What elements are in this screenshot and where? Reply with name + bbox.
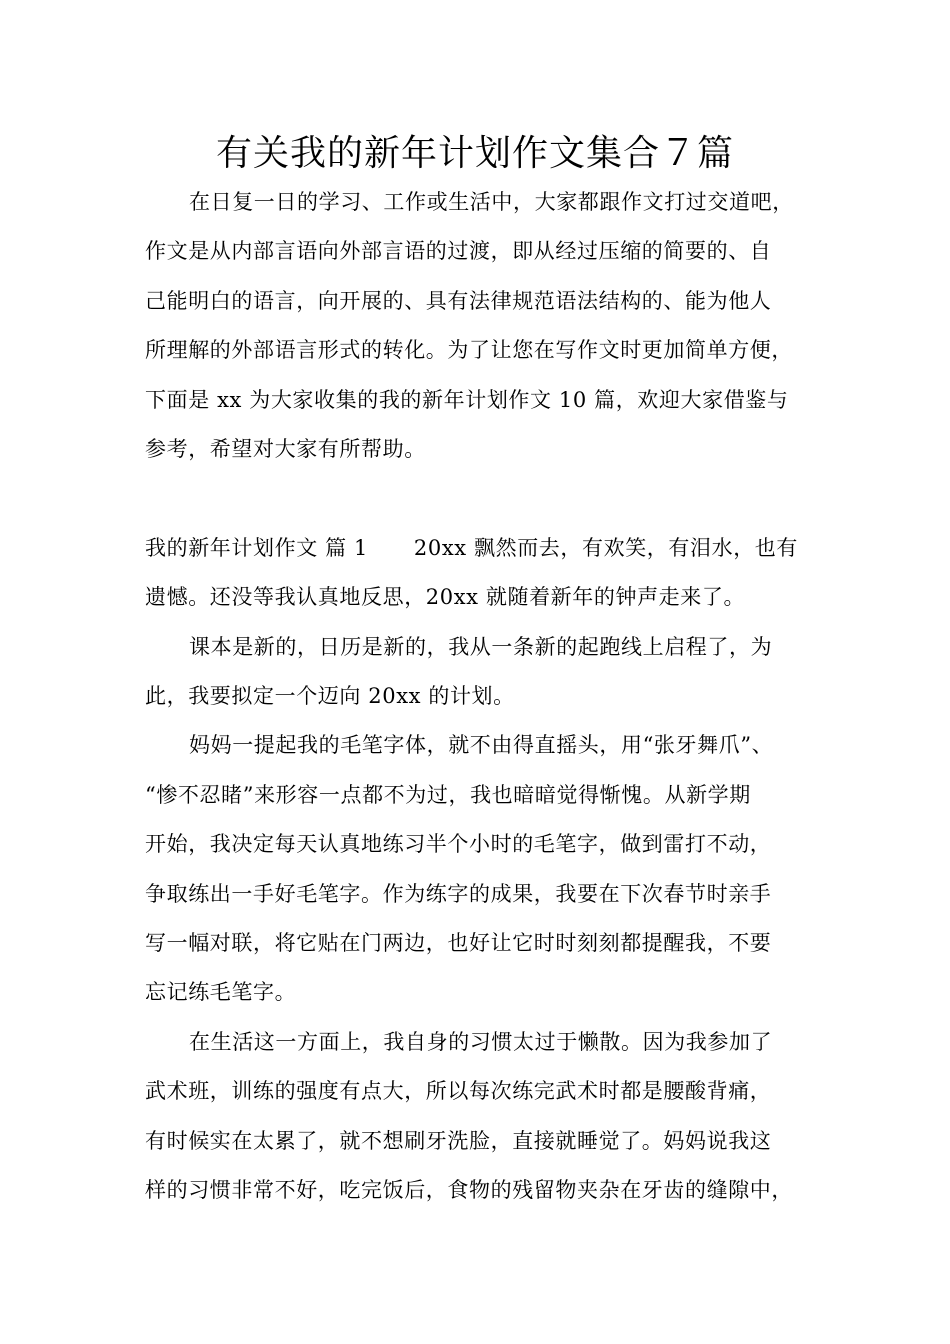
document-title: 有关我的新年计划作文集合７篇	[215, 133, 734, 174]
paragraph-line: 此，我要拟定一个迈向 20xx 的计划。	[145, 684, 515, 709]
paragraph-gap	[145, 474, 825, 523]
intro-line: 在日复一日的学习、工作或生活中，大家都跟作文打过交道吧，	[189, 190, 794, 214]
intro-line: 参考，希望对大家有所帮助。	[145, 437, 426, 462]
section-second-line: 遗憾。还没等我认真地反思，20xx 就随着新年的钟声走来了。	[145, 585, 746, 610]
paragraph-line: 争取练出一手好毛笔字。作为练字的成果，我要在下次春节时亲手	[145, 881, 772, 906]
document-body	[145, 178, 825, 1216]
section-heading-line	[145, 524, 825, 573]
paragraph-line: 妈妈一提起我的毛笔字体，就不由得直摇头，用“张牙舞爪”、	[189, 733, 774, 758]
paragraph-line: 在生活这一方面上，我自身的习惯太过于懒散。因为我参加了	[189, 1029, 773, 1054]
paragraph-line: 忘记练毛笔字。	[145, 980, 297, 1005]
section-first-line: 20xx 飘然而去，有欢笑，有泪水，也有	[413, 535, 799, 560]
paragraph-line: 样的习惯非常不好，吃完饭后，食物的残留物夹杂在牙齿的缝隙中，	[145, 1178, 793, 1203]
paragraph-line: “惨不忍睹”来形容一点都不为过，我也暗暗觉得惭愧。从新学期	[145, 782, 751, 807]
intro-line: 作文是从内部言语向外部言语的过渡，即从经过压缩的简要的、自	[145, 239, 772, 264]
paragraph-line: 开始，我决定每天认真地练习半个小时的毛笔字，做到雷打不动，	[145, 832, 772, 857]
section-label: 我的新年计划作文 篇 1	[145, 535, 368, 560]
paragraph-line: 课本是新的，日历是新的，我从一条新的起跑线上启程了，为	[189, 634, 773, 659]
paragraph-line: 有时候实在太累了，就不想刷牙洗脸，直接就睡觉了。妈妈说我这	[145, 1128, 772, 1153]
intro-line: 所理解的外部语言形式的转化。为了让您在写作文时更加简单方便，	[145, 338, 793, 363]
intro-line: 己能明白的语言，向开展的、具有法律规范语法结构的、能为他人	[145, 288, 772, 313]
paragraph-line: 写一幅对联，将它贴在门两边，也好让它时时刻刻都提醒我，不要	[145, 931, 772, 956]
paragraph-line: 武术班，训练的强度有点大，所以每次练完武术时都是腰酸背痛，	[145, 1079, 772, 1104]
intro-line: 下面是 xx 为大家收集的我的新年计划作文 10 篇，欢迎大家借鉴与	[145, 387, 789, 412]
